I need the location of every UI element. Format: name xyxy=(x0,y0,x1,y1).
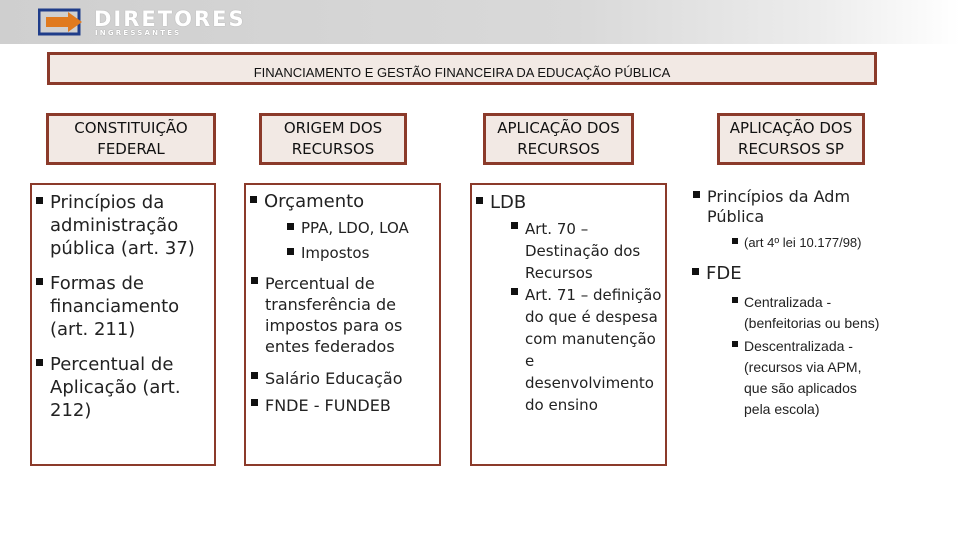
column-header-label: APLICAÇÃO DOS RECURSOS xyxy=(497,119,620,158)
list-item: Princípios da Adm Pública xyxy=(690,187,880,227)
list-item: FDE xyxy=(690,262,880,285)
list-item: FNDE - FUNDEB xyxy=(248,395,429,416)
column-header-origem xyxy=(259,113,407,165)
column-body-aplicacao xyxy=(470,183,667,466)
list-item: Impostos xyxy=(284,244,429,263)
column-header-aplicacao xyxy=(483,113,634,165)
column-header-label: APLICAÇÃO DOS RECURSOS SP xyxy=(729,119,853,158)
list-item: Orçamento xyxy=(248,190,429,213)
list-item: Descentralizada - (recursos via APM, que são aplicados pela escola) xyxy=(730,336,880,420)
list-item: Percentual de transferência de impostos para os entes federados xyxy=(248,273,429,357)
list-item: Percentual de Aplicação (art. 212) xyxy=(34,353,210,422)
column-header-constituicao xyxy=(46,113,216,165)
list-item: Princípios da administração pública (art. 37) xyxy=(34,191,210,260)
logo-line2: INGRESSANTES xyxy=(95,29,182,37)
page-title: FINANCIAMENTO E GESTÃO FINANCEIRA DA EDUCAÇÃO PÚBLICA xyxy=(47,52,877,85)
logo xyxy=(38,6,268,38)
list-item: LDB xyxy=(474,191,663,214)
column-body-aplicacao-sp xyxy=(688,183,884,466)
list-item: Salário Educação xyxy=(248,368,429,389)
list-item: Centralizada - (benfeitorias ou bens) xyxy=(730,292,880,334)
column-header-label: ORIGEM DOS RECURSOS xyxy=(283,119,383,158)
list-item: Formas de financiamento (art. 211) xyxy=(34,272,210,341)
column-header-label: CONSTITUIÇÃO FEDERAL xyxy=(74,119,188,158)
logo-arrow-icon xyxy=(38,8,88,36)
logo-line1: DIRETORES xyxy=(94,7,246,31)
column-body-origem xyxy=(244,183,441,466)
column-body-constituicao xyxy=(30,183,216,466)
list-item: (art 4º lei 10.177/98) xyxy=(730,233,880,252)
list-item: PPA, LDO, LOA xyxy=(284,219,429,238)
header-band xyxy=(0,0,960,44)
column-header-aplicacao-sp xyxy=(717,113,865,165)
list-item: Art. 71 – definição do que é despesa com manutenção e desenvolvimento do ensino xyxy=(508,284,663,416)
list-item: Art. 70 – Destinação dos Recursos xyxy=(508,218,663,284)
